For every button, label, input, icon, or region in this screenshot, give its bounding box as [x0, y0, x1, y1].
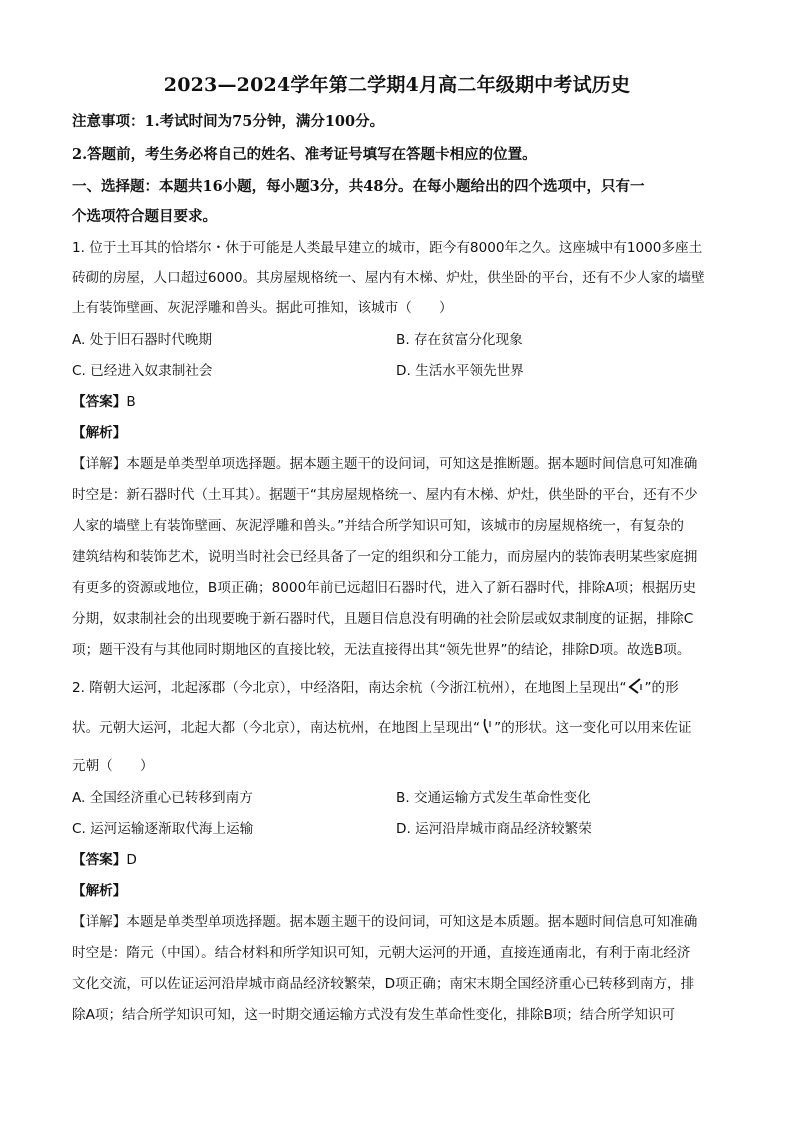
- q2-answer: [72, 848, 722, 868]
- q1-detail-line: 分期，奴隶制社会的出现要晚于新石器时代，且题目信息没有明确的社会阶层或奴隶制度的证据，排除C: [72, 611, 694, 627]
- q1-detail-line: 人家的墙壁上有装饰壁画、灰泥浮雕和兽头。”并结合所学知识可知，该城市的房屋规格统一，有复杂的: [72, 518, 684, 534]
- q1-stem-line: 上有装饰壁画、灰泥浮雕和兽头。据此可推知，该城市（ ）: [72, 300, 453, 316]
- answer-tag: 【答案】: [72, 852, 127, 868]
- section-heading-line-2: 个选项符合题目要求。: [72, 208, 217, 225]
- q1-option-c: C. 已经进入奴隶制社会: [72, 363, 213, 379]
- q2-stem-line-3: 元朝（ ）: [72, 758, 154, 774]
- q1-option-a: A. 处于旧石器时代晚期: [72, 332, 213, 348]
- q1-answer: [72, 390, 722, 410]
- q2-detail-line: 【详解】本题是单类型单项选择题。据本题主题干的设问词，可知这是本质题。据本题时间信息可知准确: [72, 914, 698, 930]
- answer-value: D: [126, 852, 137, 868]
- q1-stem-line: 砖砌的房屋，人口超过6000。其房屋规格统一、屋内有木梯、炉灶，供坐卧的平台，还有不少人家的墙壁: [72, 270, 705, 286]
- q2-option-a: A. 全国经济重心已转移到南方: [72, 790, 253, 806]
- q2-option-d: D. 运河沿岸城市商品经济较繁荣: [396, 821, 592, 837]
- q2-stem-text: ”的形状。这一变化可以用来佐证: [494, 720, 692, 736]
- q1-option-d: D. 生活水平领先世界: [396, 363, 524, 379]
- q2-stem-line-1: [72, 676, 722, 698]
- q2-option-c: C. 运河运输逐渐取代海上运输: [72, 821, 254, 837]
- q1-detail-line: 建筑结构和装饰艺术，说明当时社会已经具备了一定的组织和分工能力，而房屋内的装饰表明某些家庭拥: [72, 549, 698, 565]
- q1-stem-line: 1. 位于土耳其的恰塔尔・休于可能是人类最早建立的城市，距今有8000年之久。这座城中有1000多座土: [72, 240, 703, 256]
- q1-detail-line: 时空是：新石器时代（土耳其）。据题干“其房屋规格统一、屋内有木梯、炉灶，供坐卧的平台，还有不少: [72, 487, 698, 503]
- q2-stem-text: ”的形: [644, 680, 679, 696]
- q2-stem-line-2: [72, 716, 722, 738]
- sui-canal-shape-icon: [626, 678, 644, 698]
- q2-analysis-tag: 【解析】: [72, 883, 127, 899]
- page-title: 2023—2024学年第二学期4月高二年级期中考试历史: [163, 74, 631, 96]
- answer-tag: 【答案】: [72, 394, 127, 410]
- q1-analysis-tag: 【解析】: [72, 425, 127, 441]
- q2-detail-line: 除A项；结合所学知识可知，这一时期交通运输方式没有发生革命性变化，排除B项；结合所学知识可: [72, 1007, 676, 1023]
- q2-stem-text: 2. 隋朝大运河，北起涿郡（今北京），中经洛阳，南达余杭（今浙江杭州），在地图上呈现出“: [72, 680, 627, 696]
- notice-line-2: 2.答题前，考生务必将自己的姓名、准考证号填写在答题卡相应的位置。: [72, 146, 537, 163]
- q1-detail-line: 项；题干没有与其他同时期地区的直接比较，无法直接得出其“领先世界”的结论，排除D项。故选B项。: [72, 642, 691, 658]
- q2-detail-line: 时空是：隋元（中国）。结合材料和所学知识可知，元朝大运河的开通，直接连通南北，有利于南北经济: [72, 945, 691, 961]
- q2-detail-line: 文化交流，可以佐证运河沿岸城市商品经济较繁荣，D项正确；南宋末期全国经济重心已转移到南方，排: [72, 976, 695, 992]
- section-heading-line-1: 一、选择题：本题共16小题，每小题3分，共48分。在每小题给出的四个选项中，只有一: [72, 178, 645, 195]
- q2-stem-text: 状。元朝大运河，北起大都（今北京），南达杭州，在地图上呈现出“: [72, 720, 481, 736]
- q1-option-b: B. 存在贫富分化现象: [396, 332, 523, 348]
- q2-option-b: B. 交通运输方式发生革命性变化: [396, 790, 591, 806]
- yuan-canal-shape-icon: [480, 718, 494, 738]
- answer-value: B: [126, 394, 136, 410]
- notice-line-1: 注意事项：1.考试时间为75分钟，满分100分。: [72, 113, 385, 130]
- q1-detail-line: 【详解】本题是单类型单项选择题。据本题主题干的设问词，可知这是推断题。据本题时间信息可知准确: [72, 456, 698, 472]
- q1-detail-line: 有更多的资源或地位，B项正确；8000年前已远超旧石器时代，进入了新石器时代，排除A项；根据历史: [72, 580, 697, 596]
